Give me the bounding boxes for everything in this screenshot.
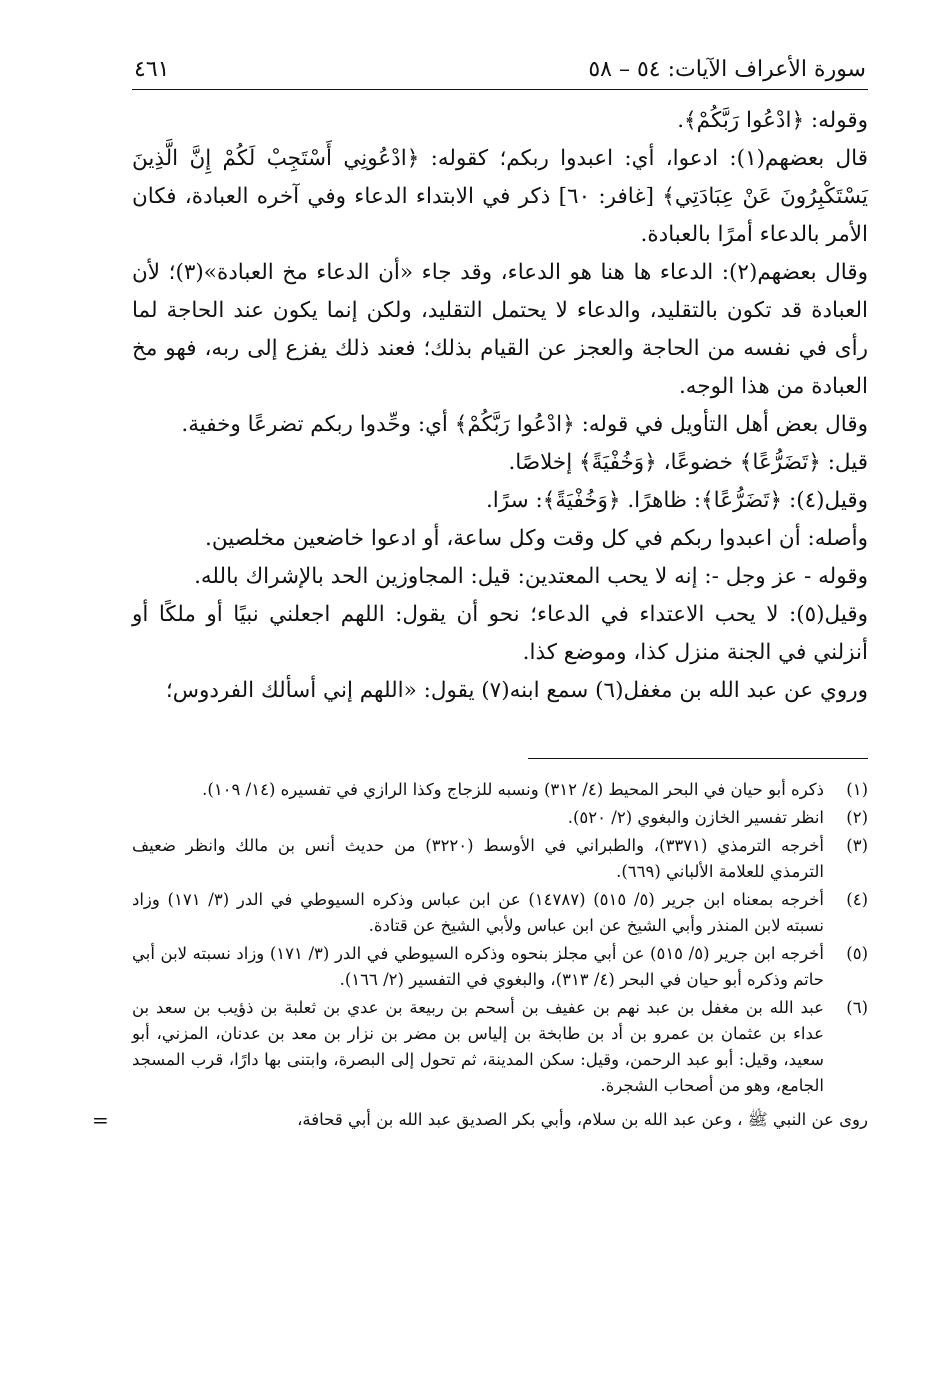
page-number: ٤٦١: [134, 57, 170, 82]
header-rule: [132, 89, 868, 90]
footnote-number: (٣): [846, 836, 868, 855]
footnote-text: أخرجه ابن جرير (٥/ ٥١٥) عن أبي مجلز بنحوه وذكره السيوطي في الدر (٣/ ١٧١) وزاد نسبته لابن أبي حاتم وذكره أبو حيان في البحر (٤/ ٣١٣)، والبغوي في التفسير (٢/ ١٦٦).: [132, 944, 824, 989]
paragraph: وأصله: أن اعبدوا ربكم في كل وقت وكل ساعة، أو ادعوا خاضعين مخلصين.: [205, 526, 868, 551]
paragraph: وقال بعض أهل التأويل في قوله: ﴿ادْعُوا رَبَّكُمْ﴾ أي: وحِّدوا ربكم تضرعًا وخفية.: [181, 412, 868, 437]
paragraph: قال بعضهم(١): ادعوا، أي: اعبدوا ربكم؛ كقوله: ﴿ادْعُونِي أَسْتَجِبْ لَكُمْ إِنَّ الَّذِينَ يَسْتَكْبِرُونَ عَنْ عِبَادَتِي﴾ [غافر: ٦٠] ذكر في الابتداء الدعاء وفي آخره العبادة، فكان الأمر بالدعاء أمرًا بالعبادة.: [132, 146, 868, 247]
footnote: [132, 833, 868, 885]
running-header: [132, 55, 868, 89]
footnote: [132, 995, 868, 1099]
footnote: [132, 777, 868, 803]
footnote: [132, 887, 868, 939]
paragraph: قيل: ﴿تَضَرُّعًا﴾ خضوعًا، ﴿وَخُفْيَةً﴾ إخلاصًا.: [508, 450, 868, 475]
footnote-separator: [528, 758, 868, 759]
footnote-text: أخرجه بمعناه ابن جرير (٥/ ٥١٥) (١٤٧٨٧) عن ابن عباس وذكره السيوطي في الدر (٣/ ١٧١) وزاد نسبته لابن المنذر وأبي الشيخ عن ابن عباس ولأبي الشيخ عن قتادة.: [132, 890, 824, 935]
paragraph: وقوله - عز وجل -: إنه لا يحب المعتدين: قيل: المجاوزين الحد بالإشراك بالله.: [194, 564, 868, 589]
paragraph: وقيل(٤): ﴿تَضَرُّعًا﴾: ظاهرًا. ﴿وَخُفْيَةً﴾: سرًا.: [485, 488, 868, 513]
footnote-continuation: [92, 1107, 868, 1133]
footnote-text: أخرجه الترمذي (٣٣٧١)، والطبراني في الأوسط (٣٢٢٠) من حديث أنس بن مالك وانظر ضعيف الترمذي للعلامة الألباني (٦٦٩).: [132, 836, 824, 881]
footnote: [132, 941, 868, 993]
footnote: [132, 805, 868, 831]
continuation-text: روى عن النبي ﷺ ، وعن عبد الله بن سلام، وأبي بكر الصديق عبد الله بن أبي قحافة،: [297, 1110, 868, 1129]
footnote-number: (١): [846, 780, 868, 799]
continuation-mark: =: [92, 1108, 109, 1132]
paragraph: وقال بعضهم(٢): الدعاء ها هنا هو الدعاء، وقد جاء «أن الدعاء مخ العبادة»(٣)؛ لأن العبادة قد تكون بالتقليد، والدعاء لا يحتمل التقليد، ولكن إنما يكون عند الحاجة لما رأى في نفسه من الحاجة والعجز عن القيام بذلك؛ فعند ذلك يفزع إلى ربه، فهو مخ العبادة من هذا الوجه.: [132, 260, 868, 399]
footnote-text: انظر تفسير الخازن والبغوي (٢/ ٥٢٠).: [567, 808, 824, 827]
footnote-text: ذكره أبو حيان في البحر المحيط (٤/ ٣١٢) ونسبه للزجاج وكذا الرازي في تفسيره (١٤/ ١٠٩).: [202, 780, 824, 799]
footnote-number: (٤): [846, 890, 868, 909]
main-text: [132, 102, 868, 710]
footnote-text: عبد الله بن مغفل بن عبد نهم بن عفيف بن أسحم بن ربيعة بن عدي بن ثعلبة بن ذؤيب بن سعد بن عداء بن عثمان بن عمرو بن أد بن طابخة بن إلياس بن مضر بن نزار بن معد بن عدنان، المزني، أبو سعيد، وقيل: أبو عبد الرحمن، وقيل: سكن المدينة، ثم تحول إلى البصرة، وابتنى بها دارًا، قرب المسجد الجامع، وهو من أصحاب الشجرة.: [132, 998, 824, 1095]
book-page: [92, 55, 868, 1133]
footnote-number: (٥): [846, 944, 868, 963]
footnotes: [132, 777, 868, 1099]
paragraph: وقيل(٥): لا يحب الاعتداء في الدعاء؛ نحو أن يقول: اللهم اجعلني نبيًا أو ملكًا أو أنزلني في الجنة منزل كذا، وموضع كذا.: [132, 602, 868, 665]
footnote-number: (٢): [846, 808, 868, 827]
paragraph: وقوله: ﴿ادْعُوا رَبَّكُمْ﴾.: [677, 108, 868, 133]
footnote-number: (٦): [846, 998, 868, 1017]
surah-title: سورة الأعراف الآيات: ٥٤ – ٥٨: [588, 57, 866, 82]
paragraph: وروي عن عبد الله بن مغفل(٦) سمع ابنه(٧) يقول: «اللهم إني أسألك الفردوس؛: [165, 678, 868, 703]
